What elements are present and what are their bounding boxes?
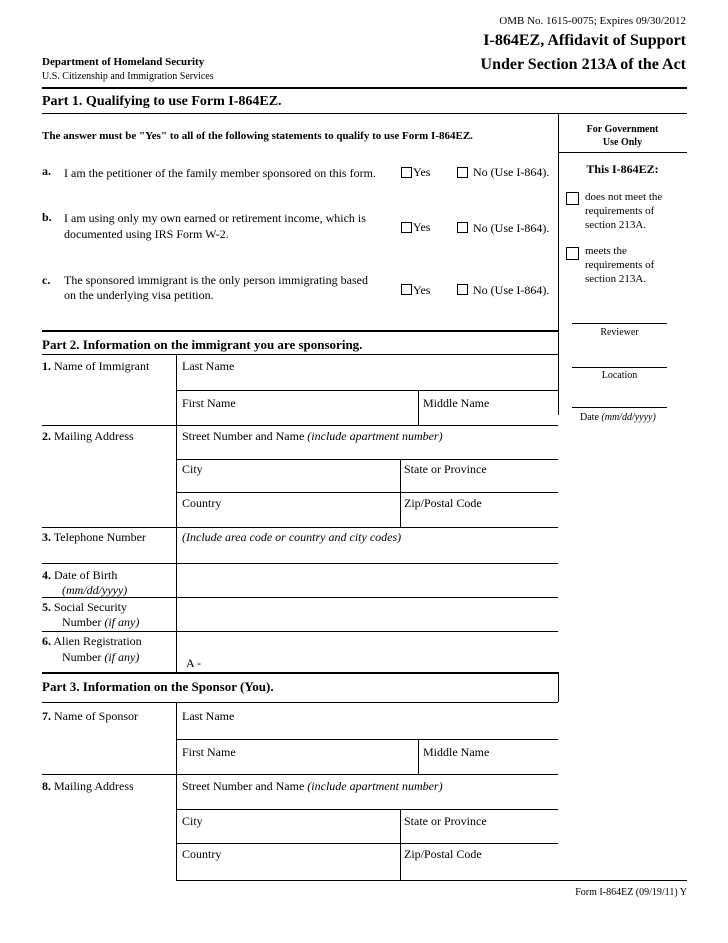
part1-title: Part 1. Qualifying to use Form I-864EZ.: [42, 94, 282, 109]
q2-zip-input[interactable]: [401, 510, 558, 526]
q3-label: 3. Telephone Number: [42, 530, 146, 544]
q6-sub: Number (if any): [62, 650, 140, 664]
gov-opt2-line1: meets the: [585, 245, 627, 257]
q8-city-rule: [176, 843, 558, 844]
item-b-no-checkbox[interactable]: [457, 222, 468, 233]
q2-bottom-rule: [42, 527, 558, 528]
q8-state-label: State or Province: [404, 814, 487, 828]
q2-state-label: State or Province: [404, 462, 487, 476]
q7-last-name-input[interactable]: [177, 723, 558, 739]
q7-bottom-rule: [42, 774, 558, 775]
telephone-input[interactable]: [177, 545, 558, 562]
q8-street-rule: [176, 809, 558, 810]
ssn-input[interactable]: [177, 598, 558, 631]
gov-meets-checkbox[interactable]: [566, 247, 579, 260]
item-a-yes-checkbox[interactable]: [401, 167, 412, 178]
part3-right-edge: [558, 672, 559, 702]
q2-city-input[interactable]: [177, 476, 399, 492]
item-c-text-line2: on the underlying visa petition.: [64, 288, 214, 302]
footer-rule: [176, 880, 687, 881]
part3-top-rule: [42, 672, 558, 674]
reviewer-line[interactable]: [572, 323, 667, 324]
q8-street-input[interactable]: [177, 794, 558, 809]
q8-city-label: City: [182, 814, 203, 828]
q2-country-label: Country: [182, 496, 222, 510]
item-b-yes-label: Yes: [413, 220, 431, 234]
item-a-letter: a.: [42, 164, 51, 178]
header-rule: [42, 87, 687, 89]
part2-rule: [42, 354, 558, 355]
q2-city-label: City: [182, 462, 203, 476]
q1-last-name-input[interactable]: [177, 372, 558, 390]
q4-sub: (mm/dd/yyyy): [62, 583, 128, 597]
a-number-prefix: A -: [186, 656, 201, 670]
q8-country-label: Country: [182, 847, 222, 861]
part3-rule: [42, 702, 558, 703]
gov-opt2-line2: requirements of: [585, 259, 655, 271]
gov-this-form-label: This I-864EZ:: [586, 162, 659, 176]
gov-opt2-line3: section 213A.: [585, 273, 647, 285]
gov-opt1-line2: requirements of: [585, 205, 655, 217]
item-a-yes-label: Yes: [413, 165, 431, 179]
item-c-letter: c.: [42, 273, 51, 287]
part2-title: Part 2. Information on the immigrant you are sponsoring.: [42, 337, 363, 352]
q8-city-input[interactable]: [177, 828, 399, 843]
item-c-yes-label: Yes: [413, 283, 431, 297]
q8-state-input[interactable]: [401, 828, 558, 843]
item-b-no-label: No (Use I-864).: [473, 221, 550, 235]
item-b-letter: b.: [42, 210, 52, 224]
item-a-text: I am the petitioner of the family member sponsored on this form.: [64, 166, 376, 180]
item-c-yes-checkbox[interactable]: [401, 284, 412, 295]
q7-first-name-input[interactable]: [177, 759, 417, 773]
q1-middle-name-input[interactable]: [419, 410, 558, 424]
q8-street-label: Street Number and Name (include apartment number): [182, 779, 443, 793]
q7-last-name-label: Last Name: [182, 709, 235, 723]
q2-country-input[interactable]: [177, 510, 399, 526]
q7-label: 7. Name of Sponsor: [42, 709, 138, 723]
item-b-yes-checkbox[interactable]: [401, 222, 412, 233]
date-label: Date (mm/dd/yyyy): [580, 412, 656, 423]
department-name: Department of Homeland Security: [42, 56, 205, 68]
q1-middle-name-label: Middle Name: [423, 396, 490, 410]
q7-middle-name-input[interactable]: [419, 759, 558, 773]
q8-zip-input[interactable]: [401, 862, 558, 879]
gov-panel-divider: [558, 113, 559, 415]
dob-input[interactable]: [177, 564, 558, 597]
part3-title: Part 3. Information on the Sponsor (You).: [42, 679, 274, 694]
q1-last-rule: [176, 390, 558, 391]
q1-last-name-label: Last Name: [182, 359, 235, 373]
q6-label: 6. Alien Registration: [42, 634, 142, 648]
q1-label: 1. Name of Immigrant: [42, 359, 150, 373]
q2-street-label: Street Number and Name (include apartment number): [182, 429, 443, 443]
q8-zip-label: Zip/Postal Code: [404, 847, 482, 861]
gov-opt1-line1: does not meet the: [585, 191, 663, 203]
item-a-no-label: No (Use I-864).: [473, 165, 550, 179]
form-title: I-864EZ, Affidavit of Support: [483, 32, 686, 49]
item-c-no-checkbox[interactable]: [457, 284, 468, 295]
q2-city-rule: [176, 492, 558, 493]
q7-last-rule: [176, 739, 558, 740]
omb-number: OMB No. 1615-0075; Expires 09/30/2012: [499, 15, 686, 27]
q2-label: 2. Mailing Address: [42, 429, 134, 443]
reviewer-label: Reviewer: [600, 327, 639, 338]
item-b-text-line2: documented using IRS Form W-2.: [64, 227, 229, 241]
part2-top-rule: [42, 330, 558, 332]
agency-name: U.S. Citizenship and Immigration Services: [42, 71, 214, 82]
gov-panel-rule: [558, 152, 687, 153]
item-c-no-label: No (Use I-864).: [473, 283, 550, 297]
gov-panel-title-2: Use Only: [602, 137, 643, 148]
q5-label: 5. Social Security: [42, 600, 127, 614]
q4-label: 4. Date of Birth: [42, 568, 118, 582]
q2-street-input[interactable]: [177, 444, 558, 459]
q7-first-name-label: First Name: [182, 745, 236, 759]
q3-note: (Include area code or country and city codes): [182, 530, 402, 544]
location-label: Location: [601, 370, 638, 381]
q2-street-rule: [176, 459, 558, 460]
location-line[interactable]: [572, 367, 667, 368]
part1-instruction: The answer must be "Yes" to all of the following statements to qualify to use Form I-864EZ.: [42, 130, 473, 142]
q2-zip-label: Zip/Postal Code: [404, 496, 482, 510]
form-edition-footer: Form I-864EZ (09/19/11) Y: [575, 887, 687, 898]
item-c-text-line1: The sponsored immigrant is the only person immigrating based: [64, 273, 368, 287]
q2-state-input[interactable]: [401, 476, 558, 492]
gov-does-not-meet-checkbox[interactable]: [566, 192, 579, 205]
part1-rule: [42, 113, 687, 114]
gov-panel-title-1: For Government: [586, 124, 659, 135]
q8-country-input[interactable]: [177, 862, 399, 879]
gov-opt1-line3: section 213A.: [585, 219, 647, 231]
item-a-no-checkbox[interactable]: [457, 167, 468, 178]
q1-first-name-label: First Name: [182, 396, 236, 410]
form-subtitle: Under Section 213A of the Act: [480, 56, 686, 73]
date-line[interactable]: [572, 407, 667, 408]
q1-first-name-input[interactable]: [177, 410, 417, 424]
a-number-input[interactable]: [205, 632, 558, 671]
q5-sub: Number (if any): [62, 615, 140, 629]
item-b-text-line1: I am using only my own earned or retirement income, which is: [64, 211, 366, 225]
q8-label: 8. Mailing Address: [42, 779, 134, 793]
q1-bottom-rule: [42, 425, 558, 426]
q7-middle-name-label: Middle Name: [423, 745, 490, 759]
